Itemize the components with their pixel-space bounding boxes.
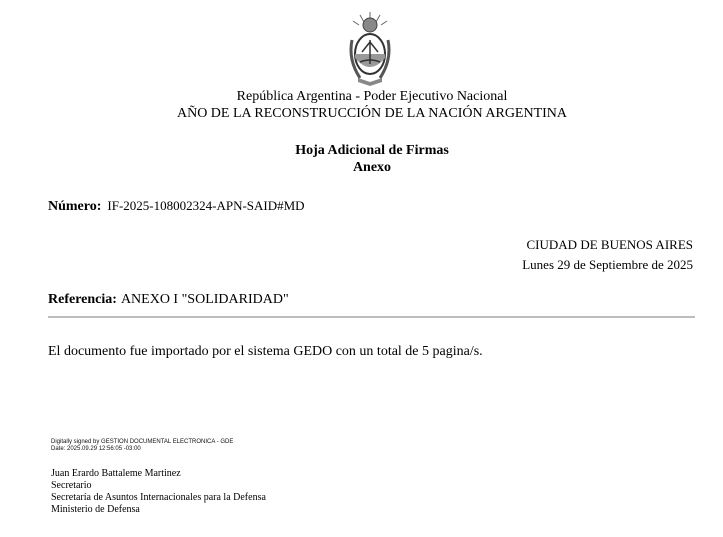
signer-name: Juan Erardo Battaleme Martinez bbox=[51, 468, 181, 479]
document-reference-value: ANEXO I "SOLIDARIDAD" bbox=[120, 292, 289, 307]
document-number bbox=[48, 198, 305, 215]
signer-office: Secretaría de Asuntos Internacionales para la Defensa bbox=[51, 492, 266, 503]
digital-signature-line2: Date: 2025.09.29 12:56:05 -03:00 bbox=[51, 446, 141, 452]
document-body: El documento fue importado por el sistema GEDO con un total de 5 pagina/s. bbox=[48, 344, 483, 359]
signer-role: Secretario bbox=[51, 480, 92, 491]
document-number-label: Número: bbox=[48, 199, 102, 214]
document-number-value: IF-2025-108002324-APN-SAID#MD bbox=[107, 198, 305, 213]
document-reference-label: Referencia: bbox=[48, 292, 117, 307]
digital-signature-line1: Digitally signed by GESTION DOCUMENTAL ELECTRONICA - GDE bbox=[51, 439, 234, 445]
document-title: Hoja Adicional de Firmas bbox=[295, 143, 449, 158]
document-date: Lunes 29 de Septiembre de 2025 bbox=[522, 257, 693, 272]
signer-ministry: Ministerio de Defensa bbox=[51, 504, 140, 515]
coat-of-arms-icon bbox=[346, 12, 394, 86]
digital-signature-stamp bbox=[51, 439, 233, 453]
document-subtitle: Anexo bbox=[352, 160, 392, 175]
document-reference bbox=[48, 292, 289, 308]
signer-block bbox=[51, 468, 266, 516]
document-city: CIUDAD DE BUENOS AIRES bbox=[526, 237, 693, 252]
header-line1: República Argentina - Poder Ejecutivo Nacional bbox=[236, 89, 508, 104]
header-line2: AÑO DE LA RECONSTRUCCIÓN DE LA NACIÓN ARGENTINA bbox=[176, 106, 568, 121]
divider bbox=[48, 316, 695, 318]
